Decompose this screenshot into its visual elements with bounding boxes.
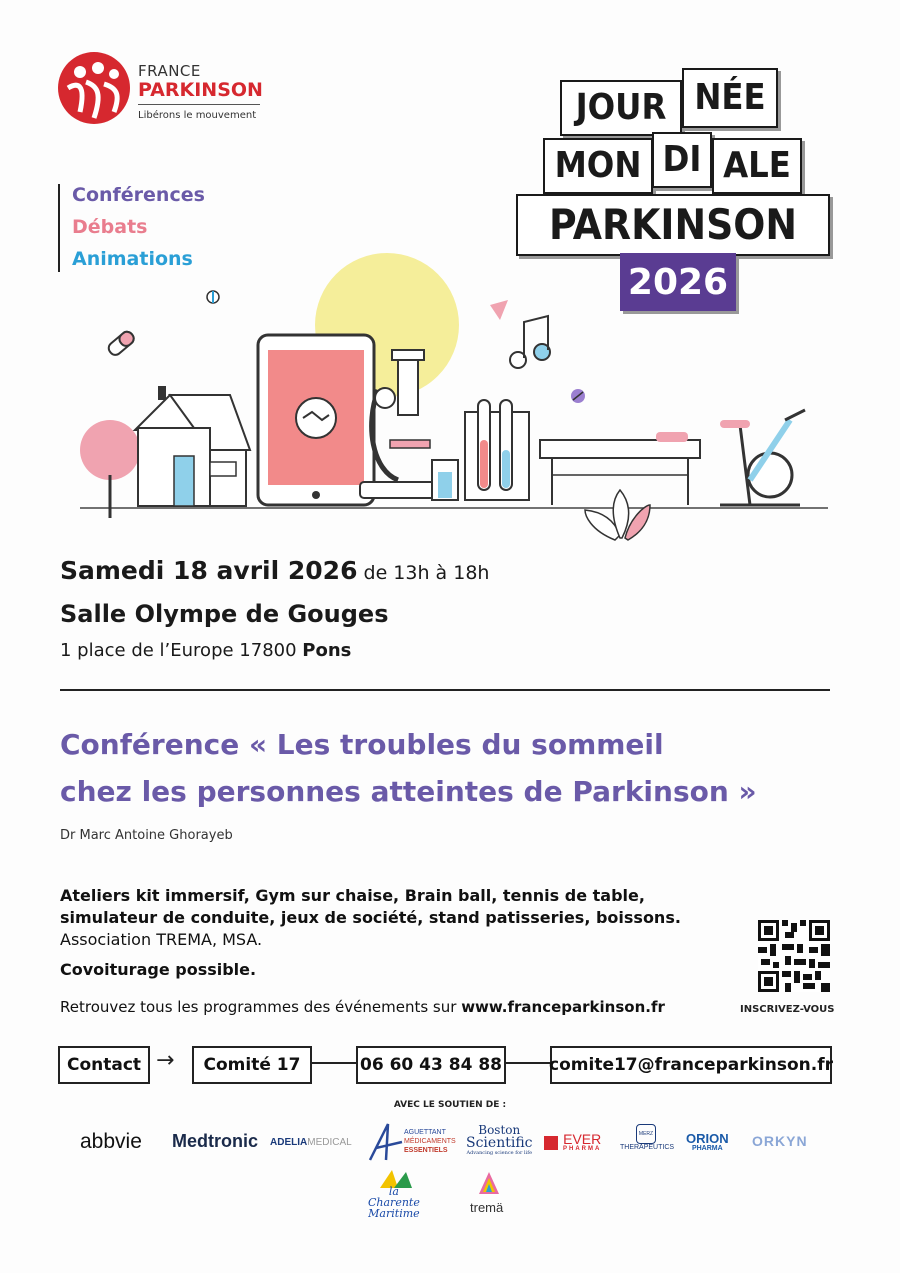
menu-animations: Animations xyxy=(72,248,193,270)
sponsor-boston-l2: Scientific xyxy=(466,1135,533,1151)
sponsor-orkyn: ORKYN xyxy=(752,1133,808,1149)
carpool-text: Covoiturage possible. xyxy=(60,960,257,979)
sponsor-trema: tremä xyxy=(470,1200,504,1215)
sponsor-orion xyxy=(686,1132,729,1152)
title-parkinson-box: PARKINSON xyxy=(516,194,830,256)
sponsor-orion-l2: PHARMA xyxy=(691,1145,723,1152)
event-time: de 13h à 18h xyxy=(357,562,490,584)
sponsor-medtronic: Medtronic xyxy=(172,1131,259,1151)
contact-email-box[interactable]: comite17@franceparkinson.fr xyxy=(550,1046,832,1084)
contact-connector-2 xyxy=(504,1062,550,1064)
qr-code-icon[interactable] xyxy=(758,920,830,992)
programs-prefix: Retrouvez tous les programmes des événements sur xyxy=(60,998,462,1016)
conference-speaker: Dr Marc Antoine Ghorayeb xyxy=(60,828,233,843)
sponsor-abbvie: abbvie xyxy=(80,1130,142,1153)
logo-france-text: FRANCE xyxy=(138,62,201,80)
conference-title-line2: chez les personnes atteintes de Parkinson » xyxy=(60,775,757,808)
activities-line3: Association TREMA, MSA. xyxy=(60,930,263,949)
activities-line1: Ateliers kit immersif, Gym sur chaise, Brain ball, tennis de table, xyxy=(60,886,645,905)
event-date-text: Samedi 18 avril 2026 xyxy=(60,556,358,585)
programs-url-link[interactable]: www.franceparkinson.fr xyxy=(461,998,665,1016)
sponsor-adelia-sub: MEDICAL xyxy=(307,1137,352,1148)
sponsor-ever xyxy=(563,1132,601,1152)
divider xyxy=(60,689,830,691)
sponsor-orion-l1: ORION xyxy=(686,1131,729,1146)
sponsor-aguettant-l3: ESSENTIELS xyxy=(404,1147,448,1154)
logo-underline xyxy=(138,104,260,105)
sponsor-ever-l1: EVER xyxy=(563,1131,602,1147)
event-address-text: 1 place de l’Europe 17800 xyxy=(60,640,303,661)
contact-arrow-icon: → xyxy=(156,1048,175,1073)
event-venue: Salle Olympe de Gouges xyxy=(60,600,389,628)
sponsor-aguettant xyxy=(404,1128,456,1155)
title-di-box: DI xyxy=(652,132,712,188)
title-jour-box: JOUR xyxy=(560,80,682,136)
france-parkinson-logo-icon xyxy=(58,52,130,124)
title-nee-box: NÉE xyxy=(682,68,778,128)
sponsor-aguettant-l2: MÉDICAMENTS xyxy=(404,1138,456,1145)
sponsor-merz-l2: THERAPEUTICS xyxy=(620,1144,675,1151)
qr-label: INSCRIVEZ-VOUS xyxy=(740,1004,835,1015)
title-ale-box: ALE xyxy=(712,138,802,194)
menu-debats: Débats xyxy=(72,216,148,238)
sponsor-merz xyxy=(620,1124,675,1151)
sponsor-charente-l2: Charente xyxy=(368,1196,420,1209)
logo-tagline: Libérons le mouvement xyxy=(138,110,257,121)
sponsor-adelia-name: ADELIA xyxy=(270,1137,308,1148)
sponsor-ever-l2: PHARMA xyxy=(563,1146,602,1152)
title-mon-box: MON xyxy=(543,138,653,194)
health-illustration xyxy=(60,250,840,550)
event-date xyxy=(60,556,489,585)
programs-text xyxy=(60,998,665,1016)
sponsor-charente-l1: la xyxy=(388,1185,399,1198)
sponsor-adelia xyxy=(270,1137,352,1148)
contact-committee-box: Comité 17 xyxy=(192,1046,312,1084)
activities-line2: simulateur de conduite, jeux de société, stand patisseries, boissons. xyxy=(60,908,681,927)
logo-parkinson-text: PARKINSON xyxy=(138,79,263,101)
ever-logo-icon xyxy=(544,1136,558,1150)
sponsor-charente xyxy=(368,1186,420,1219)
event-address xyxy=(60,640,351,661)
event-city: Pons xyxy=(302,640,352,661)
sponsor-charente-l3: Maritime xyxy=(368,1207,420,1220)
sponsors-title: AVEC LE SOUTIEN DE : xyxy=(393,1100,507,1110)
sponsor-boston-l3: Advancing science for life xyxy=(466,1150,533,1156)
contact-label-box: Contact xyxy=(58,1046,150,1084)
trema-logo-icon xyxy=(478,1170,500,1196)
sponsor-boston xyxy=(466,1124,533,1156)
sponsor-boston-l1: Boston xyxy=(478,1123,521,1137)
title-year-box: 2026 xyxy=(620,253,736,311)
sponsor-merz-l1: MERZ xyxy=(636,1124,656,1144)
menu-conferences: Conférences xyxy=(72,184,205,206)
sponsor-aguettant-l1: AGUETTANT xyxy=(404,1129,446,1136)
contact-connector-1 xyxy=(310,1062,356,1064)
conference-title-line1: Conférence « Les troubles du sommeil xyxy=(60,728,664,761)
aguettant-logo-icon xyxy=(368,1122,404,1162)
contact-phone-box[interactable]: 06 60 43 84 88 xyxy=(356,1046,506,1084)
